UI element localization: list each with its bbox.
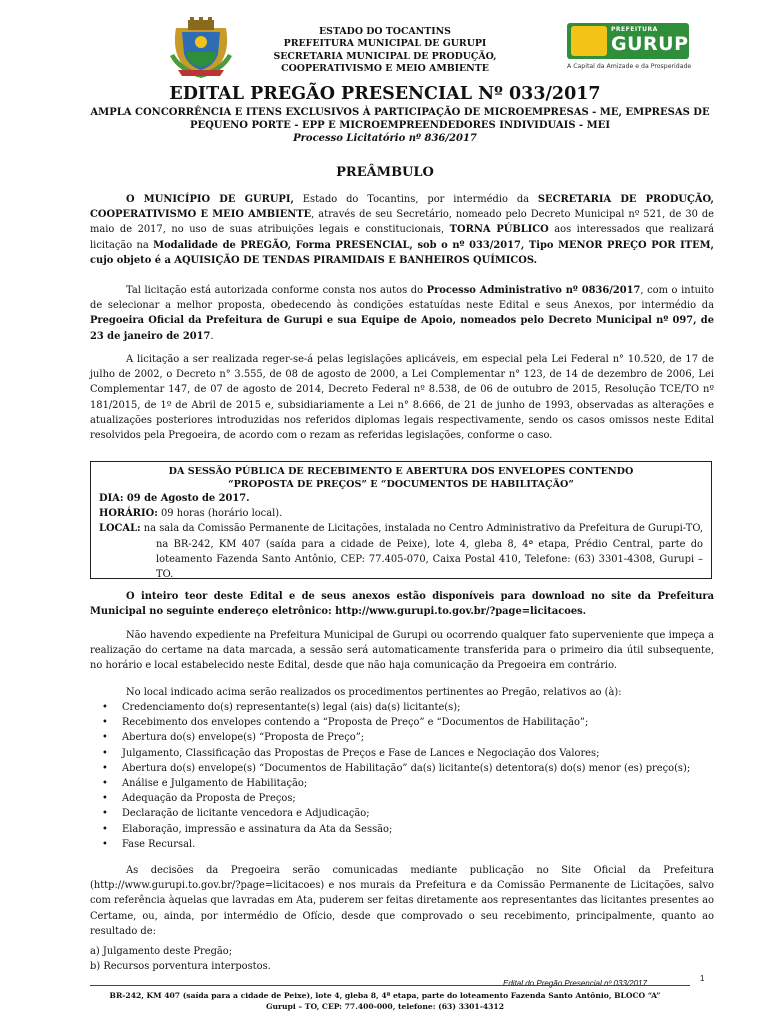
session-time: HORÁRIO: 09 horas (horário local). [99, 508, 283, 520]
list-item: • Recebimento dos envelopes contendo a “Proposta de Preço” e “Documentos de Habilitação”; [108, 715, 732, 730]
session-location: LOCAL: na sala da Comissão Permanente de Licitações, instalada no Centro Administrativo da Prefeitura de Gurupi-TO, na BR-242, KM 407 (saída para a cidade de Peixe), lote 4, gleba 8, 4ª etapa, Prédio Central, parte do loteamento Fazenda Santo Antônio, CEP: 77.405-070, Caixa Postal 410, Telefone: (63) 3301-4308, Gurupi – TO. [99, 523, 703, 581]
footer-address-line: BR-242, KM 407 (saída para a cidade de Peixe), lote 4, gleba 8, 4ª etapa, parte do loteamento Fazenda Santo Antônio, BLOCO “A” [109, 991, 661, 1000]
page-number: 1 [700, 974, 705, 983]
list-item: • Análise e Julgamento de Habilitação; [108, 776, 732, 791]
prefeitura-gurupi-logo [567, 23, 697, 75]
logo-small-text: PREFEITURA [611, 26, 658, 33]
header-line: ESTADO DO TOCANTINS [319, 26, 451, 37]
document-title: EDITAL PREGÃO PRESENCIAL Nº 033/2017 [169, 84, 601, 104]
session-title: DA SESSÃO PÚBLICA DE RECEBIMENTO E ABERTURA DOS ENVELOPES CONTENDO [168, 466, 634, 477]
logo-box [567, 23, 697, 59]
result-item: a) Julgamento deste Pregão; [90, 946, 233, 957]
procedures-list [90, 700, 732, 852]
footer-divider [90, 985, 690, 986]
header-line: COOPERATIVISMO E MEIO AMBIENTE [281, 62, 489, 74]
list-item: • Elaboração, impressão e assinatura da Ata da Sessão; [108, 822, 732, 837]
process-number: Processo Licitatório nº 836/2017 [293, 133, 477, 144]
list-item: • Fase Recursal. [108, 837, 732, 852]
list-item: • Adequação da Proposta de Preços; [108, 791, 732, 806]
header-line: SECRETARIA MUNICIPAL DE PRODUÇÃO, [273, 50, 497, 62]
preamble-heading: PREÂMBULO [336, 165, 434, 180]
session-box [90, 461, 712, 579]
list-item: • Declaração de licitante vencedora e Adjudicação; [108, 806, 732, 821]
footer-address [0, 990, 770, 1012]
header-institution [250, 26, 520, 75]
footer-edital-ref: Edital do Pregão Presencial nº 033/2017 [503, 979, 647, 988]
list-item: • Julgamento, Classificação das Propostas de Preços e Fase de Lances e Negociação dos Valores; [108, 746, 732, 761]
paragraph-preamble-2: Tal licitação está autorizada conforme consta nos autos do Processo Administrativo nº 0836/2017, com o intuito de selecionar a melhor proposta, obedecendo às condições estatuídas neste Edital e seus Anexos, por intermédio da Pregoeira Oficial da Prefeitura de Gurupi e sua Equipe de Apoio, nomeados pelo Decreto Municipal nº 097, de 23 de janeiro de 2017. [90, 285, 715, 342]
session-day: DIA: 09 de Agosto de 2017. [99, 493, 250, 504]
footer-address-line: Gurupi – TO, CEP: 77.400-000, telefone: (63) 3301-4312 [266, 1002, 504, 1011]
document-subtitle: AMPLA CONCORRÊNCIA E ITENS EXCLUSIVOS À PARTICIPAÇÃO DE MICROEMPRESAS - ME, EMPRESAS DE PEQUENO PORTE - EPP E MICROEMPREENDEDORES INDIVIDUAIS - MEI [90, 107, 710, 131]
session-title: “PROPOSTA DE PREÇOS” E “DOCUMENTOS DE HABILITAÇÃO” [228, 479, 574, 490]
paragraph-no-business-day: Não havendo expediente na Prefeitura Municipal de Gurupi ou ocorrendo qualquer fato superveniente que impeça a realização do certame na data marcada, a sessão será automaticamente transferida para o primeiro dia útil subsequente, no horário e local estabelecido neste Edital, desde que não haja comunicação da Pregoeira em contrário. [90, 630, 714, 672]
header-line: PREFEITURA MUNICIPAL DE GURUPI [283, 38, 487, 50]
list-item: • Credenciamento do(s) representante(s) legal (ais) da(s) licitante(s); [108, 700, 732, 715]
list-item: • Abertura do(s) envelope(s) “Documentos de Habilitação” da(s) licitante(s) detentora(s) do(s) menor (es) preço(s); [108, 761, 732, 776]
paragraph-download: O inteiro teor deste Edital e de seus anexos estão disponíveis para download no site da Prefeitura Municipal no seguinte endereço eletrônico: http://www.gurupi.to.gov.br/?page=licitacoes. [90, 591, 714, 618]
paragraph-preamble-1: O MUNICÍPIO DE GURUPI, Estado do Tocantins, por intermédio da SECRETARIA DE PRODUÇÃO, COOPERATIVISMO E MEIO AMBIENTE, através de seu Secretário, nomeado pelo Decreto Municipal nº 521, de 30 de maio de 2017, no uso de suas atribuições legais e constitucionais, TORNA PÚBLICO aos interessados que realizará licitação na Modalidade de PREGÃO, Forma PRESENCIAL, sob o nº 033/2017, Tipo MENOR PREÇO POR ITEM, cujo objeto é a AQUISIÇÃO DE TENDAS PIRAMIDAIS E BANHEIROS QUÍMICOS. [90, 194, 715, 266]
municipal-crest-icon [168, 16, 234, 80]
paragraph-decisions: As decisões da Pregoeira serão comunicadas mediante publicação no Site Oficial da Prefeitura (http://www.gurupi.to.gov.br/?page=licitacoes) e nos murais da Prefeitura e da Comissão Permanente de Licitações, salvo com referência àquelas que lavradas em Ata, puderem ser feitas diretamente aos representantes das licitantes presentes ao Certame, ou, ainda, por intermédio de Ofício, desde que comprovado o seu recebimento, principalmente, quanto ao resultado de: [90, 865, 714, 937]
list-item: • Abertura do(s) envelope(s) “Proposta de Preço”; [108, 730, 732, 745]
logo-tagline: A Capital da Amizade e da Prosperidade [567, 63, 692, 70]
logo-emblem-icon [571, 26, 607, 56]
logo-big-text: GURUPI [611, 33, 697, 55]
paragraph-procedures-intro: No local indicado acima serão realizados os procedimentos pertinentes ao Pregão, relativos ao (à): [126, 687, 622, 698]
paragraph-legislation: A licitação a ser realizada reger-se-á pelas legislações aplicáveis, em especial pela Lei Federal n° 10.520, de 17 de julho de 2002, o Decreto n° 3.555, de 08 de agosto de 2000, a Lei Complementar n° 123, de 14 de dezembro de 2006, Lei Complementar 147, de 07 de agosto de 2014, Decreto Federal nº 8.538, de 06 de outubro de 2015, Resolução TCE/TO nº 181/2015, de 1º de Abril de 2015 e, subsidiariamente a Lei n° 8.666, de 21 de junho de 1993, observadas as alterações e atualizações posteriores introduzidas nos referidos diplomas legais respectivamente, sendo os casos omissos neste Edital resolvidos pela Pregoeira, de acordo com o rezam as referidas legislações, conforme o caso. [90, 354, 714, 442]
result-item: b) Recursos porventura interpostos. [90, 961, 271, 972]
